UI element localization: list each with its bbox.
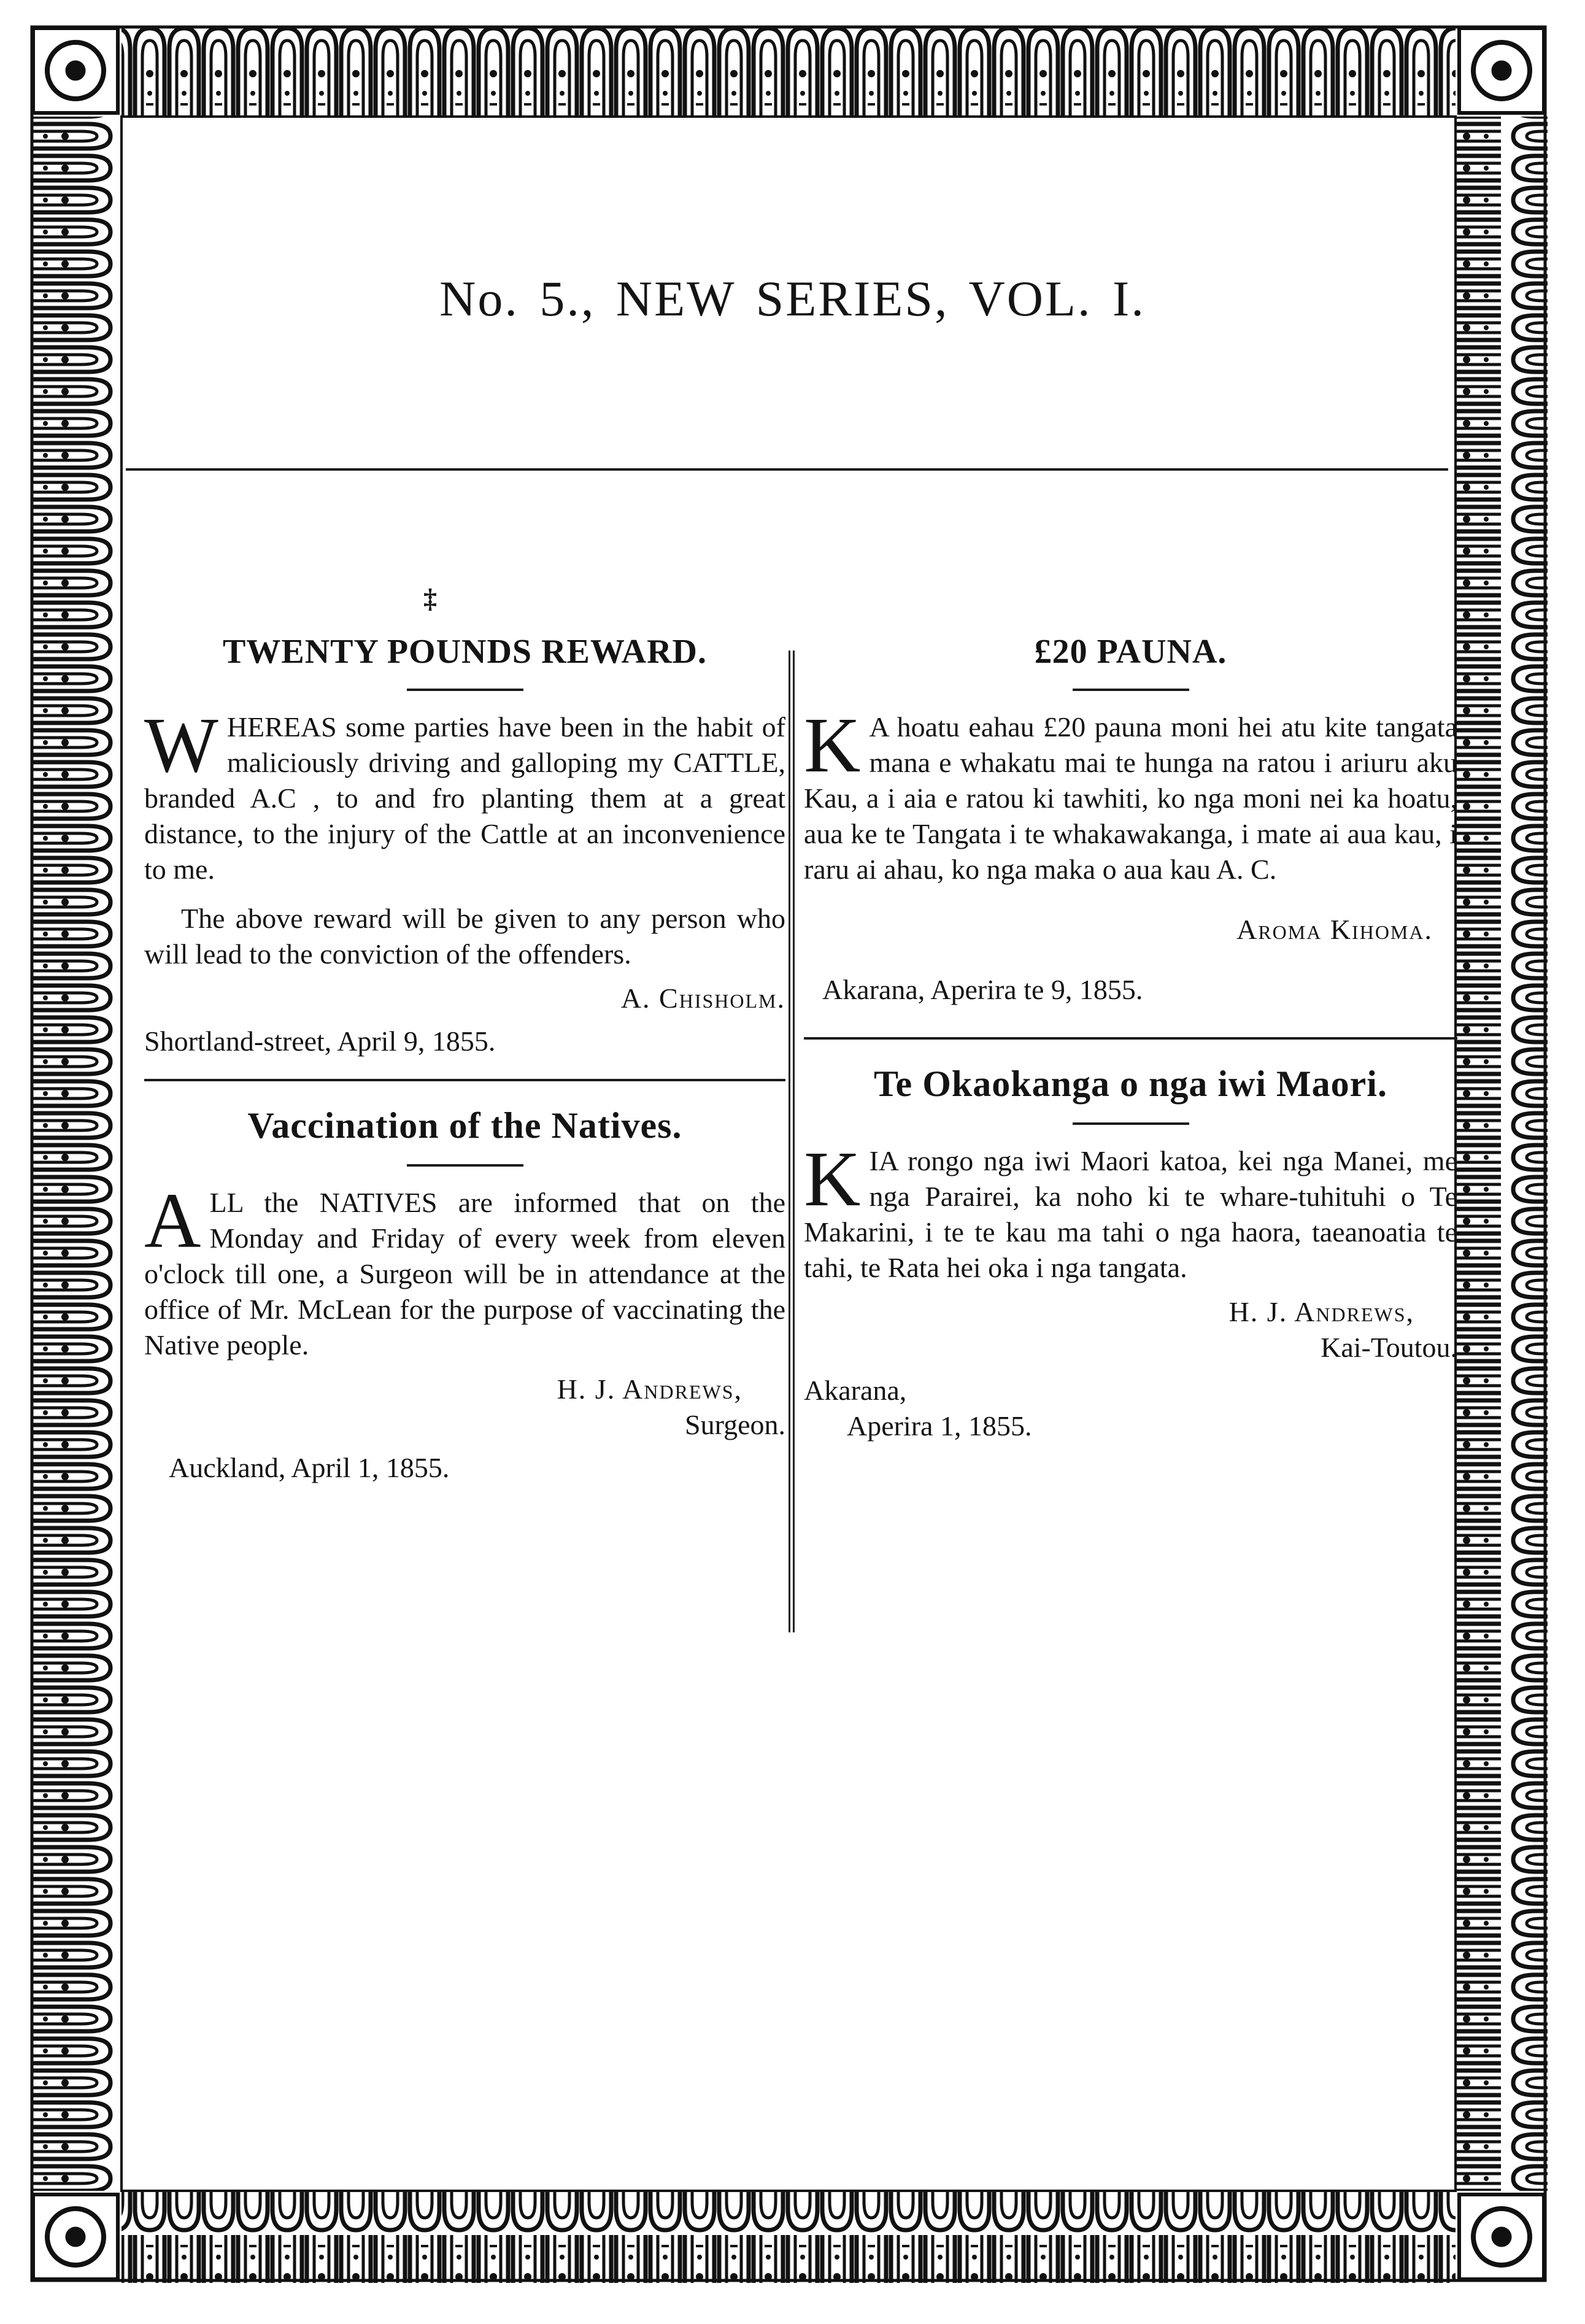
pauna-signature: Aroma Kihoma. [1236, 914, 1433, 946]
left-column [144, 632, 785, 1486]
pauna-notice [804, 632, 1457, 1008]
okaokanga-place: Akarana, [804, 1375, 907, 1407]
pauna-paragraph-text: A hoatu eahau £20 pauna moni hei atu kite tangata mana e whakatu mai te hunga na ratou i ariuru aku Kau, a i aia e ratou ki tawhiti, ko nga moni nei ka hoatu, aua ke te Tangata i te whakawakanga, i mate ai aua kau, i raru ai ahau, ko nga maka o aua kau A. C. [804, 711, 1457, 886]
right-column [804, 632, 1457, 1444]
vaccination-title-rule [407, 1164, 523, 1167]
okaokanga-paragraph [804, 1135, 1457, 1286]
column-divider [789, 650, 795, 1632]
reward-notice [144, 632, 785, 1059]
reward-place-date: Shortland-street, April 9, 1855. [144, 1025, 496, 1057]
pauna-title-rule [1073, 689, 1189, 691]
vaccination-paragraph [144, 1177, 785, 1363]
vaccination-notice [144, 1105, 785, 1486]
okaokanga-date: Aperira 1, 1855. [847, 1410, 1032, 1442]
reward-title: TWENTY POUNDS REWARD. [222, 633, 707, 671]
page-title: No. 5., NEW SERIES, VOL. I. [439, 271, 1146, 326]
okaokanga-role: Kai-Toutou. [1321, 1332, 1457, 1364]
vaccination-paragraph-text: LL the NATIVES are informed that on the Monday and Friday of every week from eleven o'clock till one, a Surgeon will be in attendance at the office of Mr. McLean for the purpose of vaccinating the Native people. [144, 1187, 785, 1361]
vaccination-place-date: Auckland, April 1, 1855. [169, 1452, 450, 1484]
reward-paragraph-1 [144, 701, 785, 887]
header-rule [126, 468, 1448, 471]
pauna-paragraph [804, 701, 1457, 887]
reward-paragraph-1-text: HEREAS some parties have been in the habit of maliciously driving and galloping my CATTLE, branded A.C , to and fro planting them at a great distance, to the injury of the Cattle at an inconvenience to me. [144, 711, 785, 886]
vaccination-dropcap: A [144, 1177, 201, 1265]
okaokanga-dropcap: K [804, 1135, 861, 1223]
right-section-rule [804, 1037, 1457, 1040]
reward-signature: A. Chisholm. [620, 982, 785, 1014]
reward-paragraph-2: The above reward will be given to any person who will lead to the conviction of the offenders. [144, 903, 785, 970]
okaokanga-notice [804, 1063, 1457, 1444]
okaokanga-title: Te Okaokanga o nga iwi Maori. [874, 1064, 1387, 1105]
reward-title-rule [407, 689, 523, 691]
printer-mark: ‡ [423, 584, 437, 614]
vaccination-title: Vaccination of the Natives. [247, 1105, 682, 1146]
vaccination-signature: H. J. Andrews, [557, 1373, 742, 1405]
pauna-title: £20 PAUNA. [1034, 633, 1227, 671]
okaokanga-signature: H. J. Andrews, [1228, 1296, 1414, 1328]
pauna-place-date: Akarana, Aperira te 9, 1855. [822, 974, 1143, 1006]
pauna-dropcap: K [804, 701, 861, 789]
left-section-rule [144, 1079, 785, 1081]
pauna-spacer [804, 887, 1457, 903]
vaccination-role: Surgeon. [685, 1409, 785, 1441]
okaokanga-paragraph-text: IA rongo nga iwi Maori katoa, kei nga Manei, me nga Parairei, ka noho ki te whare-tuhituhi o Te Makarini, i te te kau ma tahi o nga haora, taeanoatia te tahi, te Rata hei oka i nga tangata. [804, 1145, 1457, 1284]
reward-dropcap: W [144, 701, 218, 789]
okaokanga-title-rule [1073, 1122, 1189, 1125]
